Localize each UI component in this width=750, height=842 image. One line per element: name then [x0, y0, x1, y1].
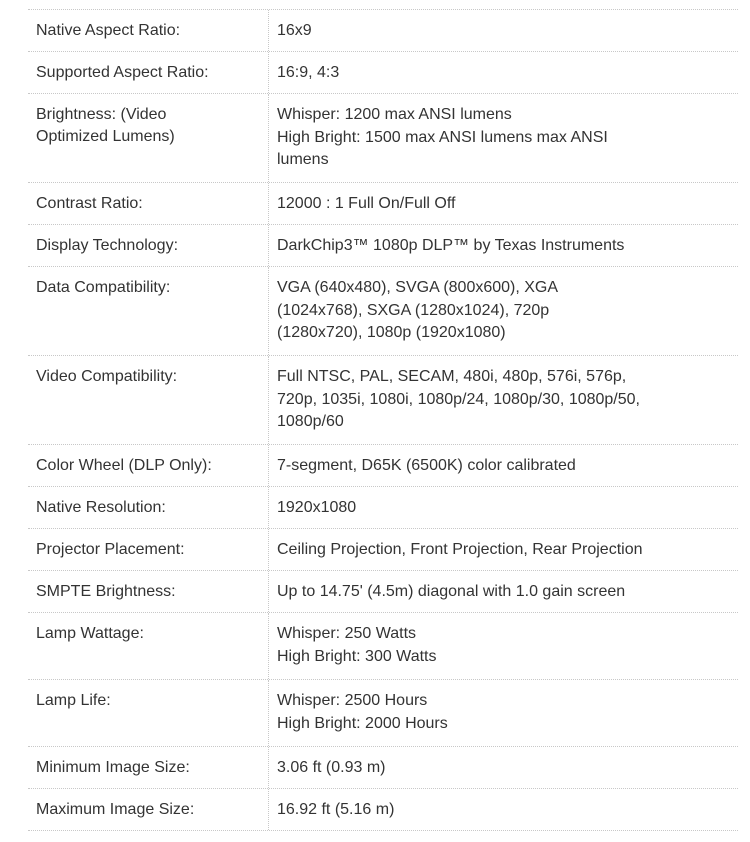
spec-value: Whisper: 1200 max ANSI lumens High Bright: 1500 max ANSI lumens max ANSI lumens — [277, 106, 608, 168]
spec-value: 16.92 ft (5.16 m) — [277, 801, 395, 818]
spec-value: Ceiling Projection, Front Projection, Rear Projection — [277, 541, 643, 558]
spec-row — [28, 183, 738, 225]
spec-row — [28, 571, 738, 613]
spec-label: Data Compatibility: — [28, 267, 269, 355]
spec-row — [28, 789, 738, 831]
spec-row — [28, 529, 738, 571]
spec-value: Up to 14.75' (4.5m) diagonal with 1.0 gain screen — [277, 583, 626, 600]
spec-table — [28, 9, 738, 831]
spec-row — [28, 487, 738, 529]
spec-label: Native Resolution: — [28, 487, 269, 528]
spec-row — [28, 94, 738, 183]
spec-row — [28, 680, 738, 747]
spec-label: Native Aspect Ratio: — [28, 10, 269, 51]
spec-value: Full NTSC, PAL, SECAM, 480i, 480p, 576i, 576p, 720p, 1035i, 1080i, 1080p/24, 1080p/30, 1080p/50, 1080p/60 — [277, 368, 640, 430]
spec-value: DarkChip3™ 1080p DLP™ by Texas Instruments — [277, 237, 625, 254]
spec-label: Minimum Image Size: — [28, 747, 269, 788]
spec-label: Contrast Ratio: — [28, 183, 269, 224]
spec-label: Video Compatibility: — [28, 356, 269, 444]
spec-row — [28, 225, 738, 267]
spec-row — [28, 613, 738, 680]
spec-row — [28, 267, 738, 356]
spec-value: VGA (640x480), SVGA (800x600), XGA (1024x768), SXGA (1280x1024), 720p (1280x720), 1080p (1920x1080) — [277, 279, 559, 341]
spec-value: 7-segment, D65K (6500K) color calibrated — [277, 457, 576, 474]
spec-value: Whisper: 250 Watts High Bright: 300 Watts — [277, 625, 437, 665]
spec-label: Lamp Wattage: — [28, 613, 269, 679]
spec-label: Color Wheel (DLP Only): — [28, 445, 269, 486]
spec-value: 16x9 — [277, 22, 312, 39]
spec-label: Brightness: (Video Optimized Lumens) — [28, 94, 269, 182]
spec-label: Display Technology: — [28, 225, 269, 266]
spec-value: 12000 : 1 Full On/Full Off — [277, 195, 456, 212]
spec-value: 1920x1080 — [277, 499, 357, 516]
spec-label: Lamp Life: — [28, 680, 269, 746]
spec-row — [28, 445, 738, 487]
spec-label: SMPTE Brightness: — [28, 571, 269, 612]
spec-value: 16:9, 4:3 — [277, 64, 340, 81]
spec-row — [28, 356, 738, 445]
spec-row — [28, 10, 738, 52]
spec-value: Whisper: 2500 Hours High Bright: 2000 Hours — [277, 692, 448, 732]
spec-value: 3.06 ft (0.93 m) — [277, 759, 386, 776]
spec-label: Projector Placement: — [28, 529, 269, 570]
spec-label: Maximum Image Size: — [28, 789, 269, 830]
spec-label: Supported Aspect Ratio: — [28, 52, 269, 93]
spec-row — [28, 52, 738, 94]
spec-row — [28, 747, 738, 789]
